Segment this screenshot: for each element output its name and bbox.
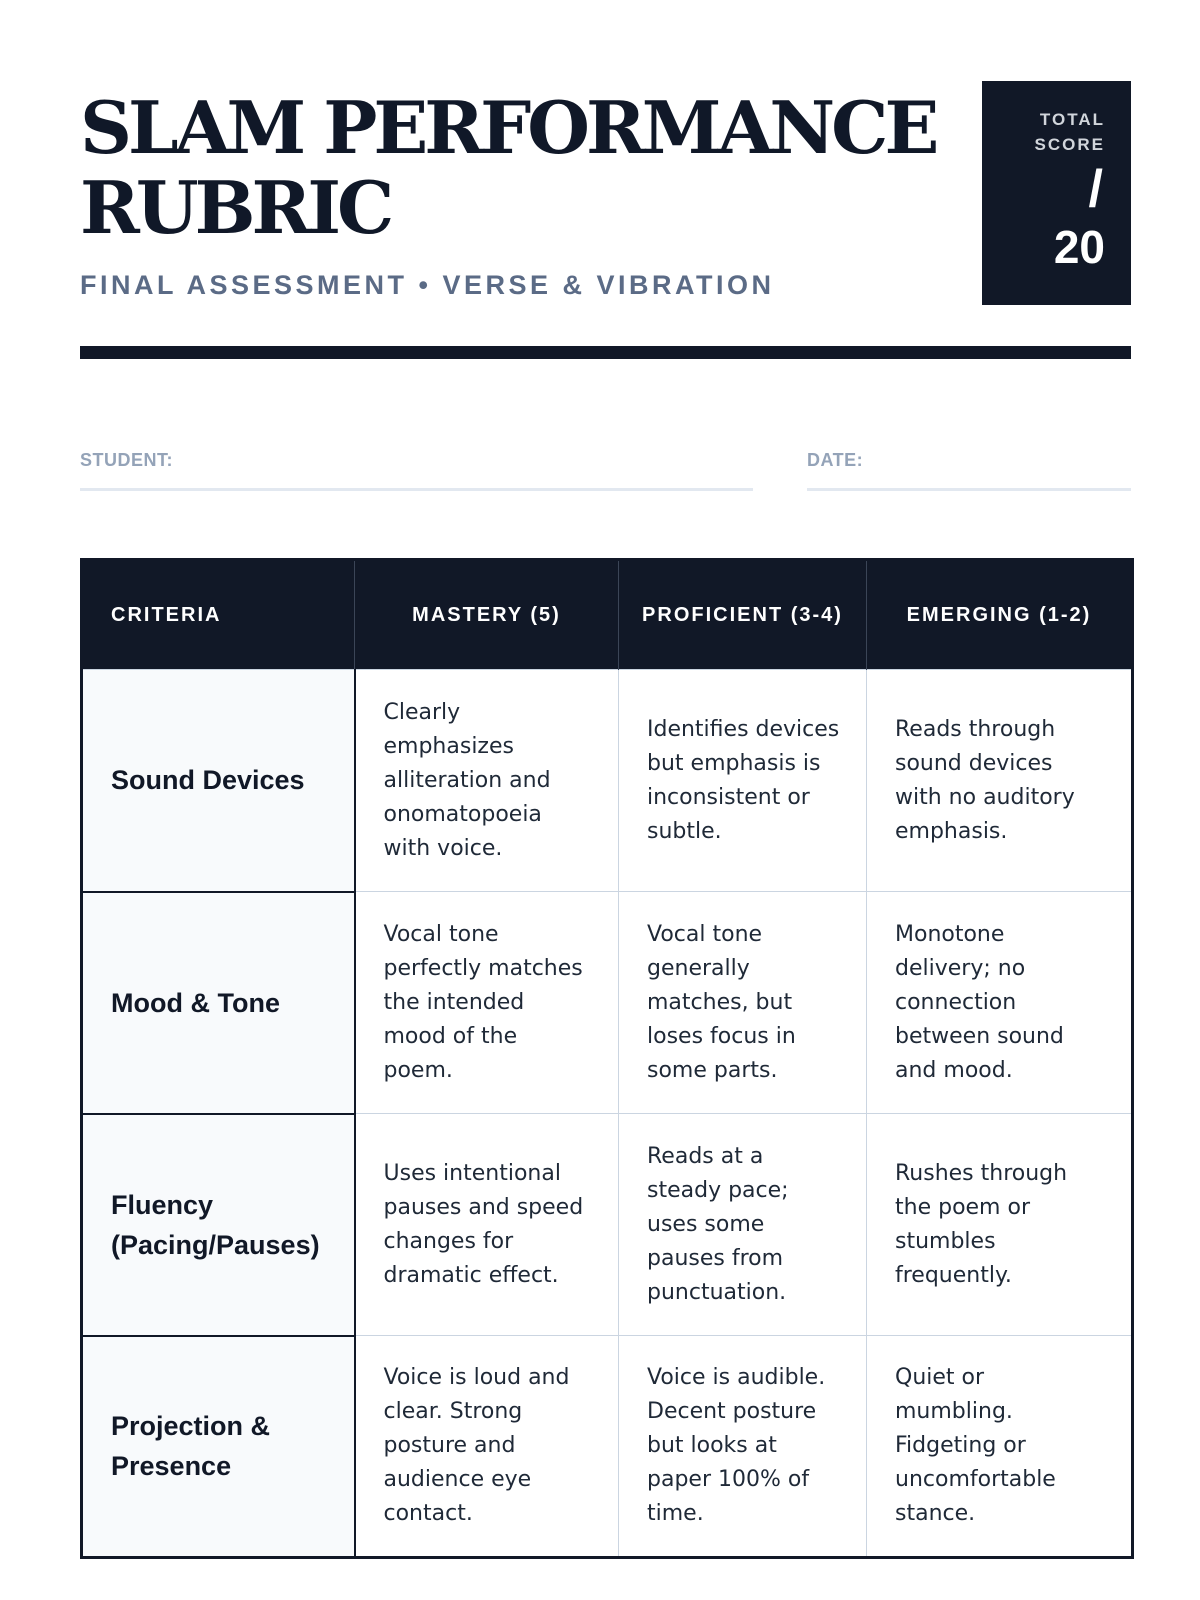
student-field[interactable] xyxy=(80,488,753,491)
criteria-cell: Fluency (Pacing/Pauses) xyxy=(82,1114,355,1336)
mastery-cell: Uses intentional pauses and speed changes for dramatic effect. xyxy=(355,1114,619,1336)
header-divider xyxy=(80,346,1131,359)
column-header-proficient: PROFICIENT (3-4) xyxy=(619,560,867,670)
proficient-cell: Voice is audible. Decent posture but looks at paper 100% of time. xyxy=(619,1336,867,1558)
date-label: DATE: xyxy=(807,450,864,470)
emerging-cell: Monotone delivery; no connection between sound and mood. xyxy=(867,892,1133,1114)
total-score-box xyxy=(982,81,1131,305)
criteria-cell: Projection & Presence xyxy=(82,1336,355,1558)
mastery-cell: Voice is loud and clear. Strong posture and audience eye contact. xyxy=(355,1336,619,1558)
table-row xyxy=(82,1336,1133,1558)
student-label: STUDENT: xyxy=(80,450,173,470)
title-line-1: SLAM PERFORMANCE xyxy=(80,85,936,170)
table-row xyxy=(82,670,1133,892)
score-slash: / xyxy=(1088,160,1103,218)
total-score-label: TOTAL SCORE xyxy=(1034,110,1105,154)
page-subtitle: FINAL ASSESSMENT • VERSE & VIBRATION xyxy=(80,270,775,300)
criteria-cell: Sound Devices xyxy=(82,670,355,892)
rubric-table xyxy=(80,558,1134,1559)
proficient-cell: Vocal tone generally matches, but loses focus in some parts. xyxy=(619,892,867,1114)
mastery-cell: Vocal tone perfectly matches the intended mood of the poem. xyxy=(355,892,619,1114)
column-header-criteria: CRITERIA xyxy=(82,560,355,670)
table-row xyxy=(82,1114,1133,1336)
mastery-cell: Clearly emphasizes alliteration and onomatopoeia with voice. xyxy=(355,670,619,892)
table-row xyxy=(82,892,1133,1114)
emerging-cell: Rushes through the poem or stumbles frequently. xyxy=(867,1114,1133,1336)
score-max: 20 xyxy=(1053,221,1105,273)
column-header-mastery: MASTERY (5) xyxy=(355,560,619,670)
emerging-cell: Quiet or mumbling. Fidgeting or uncomfortable stance. xyxy=(867,1336,1133,1558)
page-title xyxy=(80,85,960,250)
table-header-row xyxy=(82,560,1133,670)
proficient-cell: Reads at a steady pace; uses some pauses from punctuation. xyxy=(619,1114,867,1336)
column-header-emerging: EMERGING (1-2) xyxy=(867,560,1133,670)
emerging-cell: Reads through sound devices with no auditory emphasis. xyxy=(867,670,1133,892)
date-field[interactable] xyxy=(807,488,1131,491)
proficient-cell: Identifies devices but emphasis is inconsistent or subtle. xyxy=(619,670,867,892)
title-line-2: RUBRIC xyxy=(80,165,391,250)
criteria-cell: Mood & Tone xyxy=(82,892,355,1114)
